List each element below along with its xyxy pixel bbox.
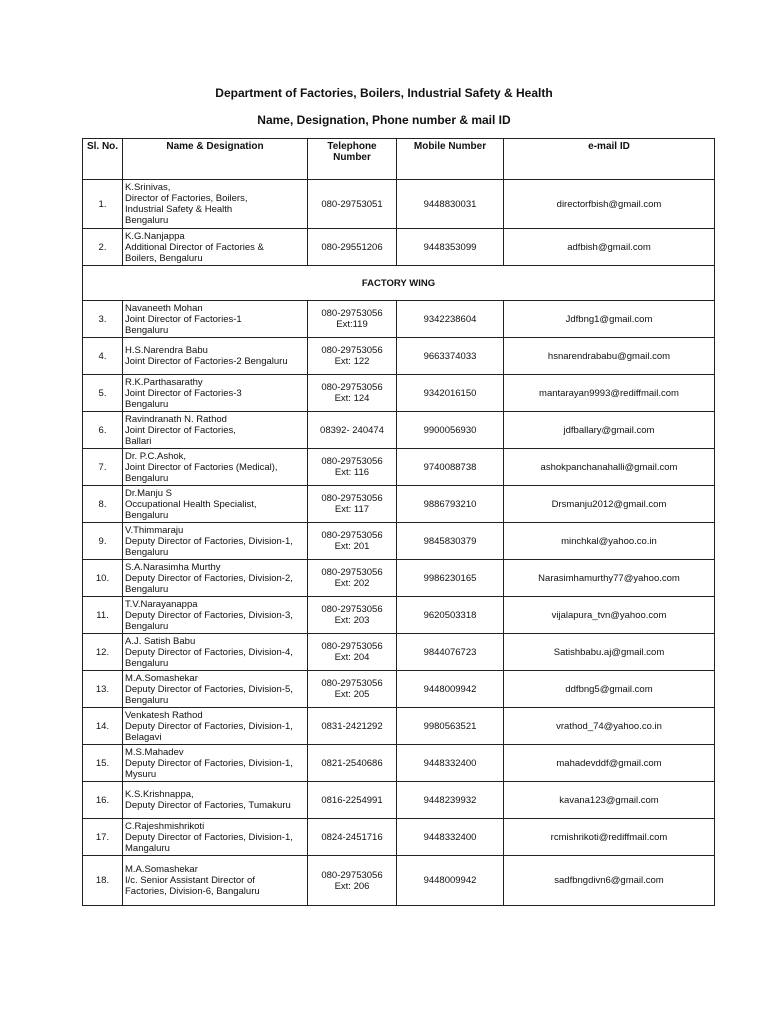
telephone-cell — [308, 449, 397, 486]
email-cell[interactable]: Drsmanju2012@gmail.com — [504, 486, 715, 523]
name-designation-cell — [123, 180, 308, 229]
email-cell[interactable]: mahadevddf@gmail.com — [504, 745, 715, 782]
name-designation-line: V.Thimmaraju — [125, 524, 184, 536]
name-designation-line: Bengaluru — [125, 398, 169, 410]
table-row — [83, 301, 715, 338]
email-cell[interactable]: ddfbng5@gmail.com — [504, 671, 715, 708]
table-row — [83, 180, 715, 229]
telephone-line: 080-29753056 — [321, 345, 383, 356]
table-row — [83, 486, 715, 523]
serial-number-cell: 3. — [83, 301, 123, 338]
name-designation-line: Ballari — [125, 435, 152, 447]
mobile-cell: 9844076723 — [397, 634, 504, 671]
name-designation-cell — [123, 375, 308, 412]
name-designation-line: Ravindranath N. Rathod — [125, 413, 227, 425]
email-cell[interactable]: adfbish@gmail.com — [504, 229, 715, 266]
name-designation-line: H.S.Narendra Babu — [125, 345, 208, 356]
telephone-cell — [308, 634, 397, 671]
name-designation-line: M.S.Mahadev — [125, 746, 184, 758]
name-designation-line: Deputy Director of Factories, Tumakuru — [125, 800, 291, 811]
serial-number-cell: 4. — [83, 338, 123, 375]
table-row — [83, 671, 715, 708]
name-designation-line: Bengaluru — [125, 694, 169, 706]
serial-number-cell: 14. — [83, 708, 123, 745]
telephone-line: Ext: 204 — [334, 652, 370, 663]
serial-number-cell: 10. — [83, 560, 123, 597]
name-designation-cell — [123, 229, 308, 266]
name-designation-line: Additional Director of Factories & — [125, 241, 264, 253]
telephone-line: 080-29753056 — [321, 530, 383, 541]
mobile-cell: 9342238604 — [397, 301, 504, 338]
name-designation-line: Boilers, Bengaluru — [125, 252, 203, 264]
email-cell[interactable]: Satishbabu.aj@gmail.com — [504, 634, 715, 671]
name-designation-line: Bengaluru — [125, 215, 169, 226]
table-row — [83, 708, 715, 745]
mobile-cell: 9845830379 — [397, 523, 504, 560]
telephone-line: 08392- 240474 — [320, 424, 384, 436]
mobile-cell: 9900056930 — [397, 412, 504, 449]
name-designation-line: M.A.Somashekar — [125, 672, 198, 684]
name-designation-line: Joint Director of Factories-3 — [125, 387, 242, 399]
table-header-row — [83, 139, 715, 180]
telephone-line: 080-29753056 — [321, 869, 383, 881]
telephone-line: Ext: 202 — [334, 578, 370, 589]
telephone-cell — [308, 523, 397, 560]
name-designation-cell — [123, 708, 308, 745]
telephone-cell — [308, 708, 397, 745]
header-telephone: Telephone Number — [308, 139, 397, 180]
name-designation-line: Bengaluru — [125, 583, 169, 595]
name-designation-line: Bengaluru — [125, 657, 169, 669]
name-designation-line: Joint Director of Factories (Medical), — [125, 461, 278, 473]
mobile-cell: 9886793210 — [397, 486, 504, 523]
email-cell[interactable]: vrathod_74@yahoo.co.in — [504, 708, 715, 745]
telephone-line: 0824-2451716 — [321, 831, 383, 843]
telephone-cell — [308, 486, 397, 523]
name-designation-cell — [123, 560, 308, 597]
name-designation-line: K.Srinivas, — [125, 182, 171, 193]
serial-number-cell: 2. — [83, 229, 123, 266]
name-designation-cell — [123, 449, 308, 486]
table-row — [83, 375, 715, 412]
telephone-line: Ext: 205 — [334, 689, 370, 700]
name-designation-line: Deputy Director of Factories, Division-3, — [125, 609, 293, 621]
table-row — [83, 523, 715, 560]
mobile-cell: 9980563521 — [397, 708, 504, 745]
name-designation-line: Joint Director of Factories-1 — [125, 313, 242, 325]
telephone-cell — [308, 229, 397, 266]
telephone-cell — [308, 560, 397, 597]
name-designation-line: Joint Director of Factories, — [125, 424, 236, 436]
telephone-line: 080-29753056 — [321, 604, 383, 615]
serial-number-cell: 13. — [83, 671, 123, 708]
serial-number-cell: 5. — [83, 375, 123, 412]
telephone-cell — [308, 671, 397, 708]
telephone-cell — [308, 338, 397, 375]
name-designation-cell — [123, 523, 308, 560]
serial-number-cell: 11. — [83, 597, 123, 634]
telephone-line: 080-29753056 — [321, 678, 383, 689]
telephone-cell — [308, 301, 397, 338]
section-label: FACTORY WING — [83, 266, 715, 301]
table-row — [83, 782, 715, 819]
serial-number-cell: 12. — [83, 634, 123, 671]
telephone-line: Ext: 201 — [334, 541, 370, 552]
table-row — [83, 819, 715, 856]
name-designation-line: Deputy Director of Factories, Division-1, — [125, 831, 293, 843]
telephone-line: Ext: 122 — [334, 356, 370, 367]
name-designation-line: S.A.Narasimha Murthy — [125, 561, 221, 573]
name-designation-cell — [123, 412, 308, 449]
serial-number-cell: 15. — [83, 745, 123, 782]
name-designation-cell — [123, 782, 308, 819]
telephone-cell — [308, 375, 397, 412]
serial-number-cell: 8. — [83, 486, 123, 523]
name-designation-cell — [123, 301, 308, 338]
telephone-line: Ext: 124 — [334, 393, 370, 404]
telephone-cell — [308, 856, 397, 906]
name-designation-line: Bengaluru — [125, 472, 169, 484]
telephone-line: 0821-2540686 — [321, 757, 383, 769]
header-mobile: Mobile Number — [397, 139, 504, 180]
name-designation-cell — [123, 486, 308, 523]
header-name-designation: Name & Designation — [123, 139, 308, 180]
telephone-line: Ext:119 — [336, 319, 368, 330]
mobile-cell: 9448830031 — [397, 180, 504, 229]
name-designation-line: A.J. Satish Babu — [125, 635, 196, 647]
telephone-line: Ext: 206 — [334, 880, 370, 892]
table-row — [83, 745, 715, 782]
mobile-cell: 9448009942 — [397, 671, 504, 708]
serial-number-cell: 9. — [83, 523, 123, 560]
telephone-line: 080-29753056 — [321, 382, 383, 393]
serial-number-cell: 16. — [83, 782, 123, 819]
name-designation-line: Bengaluru — [125, 509, 169, 521]
telephone-line: 080-29753056 — [321, 308, 383, 319]
name-designation-line: Deputy Director of Factories, Division-4, — [125, 646, 293, 658]
name-designation-line: K.G.Nanjappa — [125, 230, 185, 242]
table-row — [83, 412, 715, 449]
email-cell[interactable]: kavana123@gmail.com — [504, 782, 715, 819]
name-designation-line: Deputy Director of Factories, Division-5, — [125, 683, 293, 695]
telephone-line: 080-29753051 — [321, 198, 383, 210]
name-designation-cell — [123, 597, 308, 634]
mobile-cell: 9986230165 — [397, 560, 504, 597]
name-designation-cell — [123, 671, 308, 708]
table-row — [83, 338, 715, 375]
mobile-cell: 9448239932 — [397, 782, 504, 819]
telephone-cell — [308, 745, 397, 782]
email-cell[interactable]: mantarayan9993@rediffmail.com — [504, 375, 715, 412]
mobile-cell: 9448009942 — [397, 856, 504, 906]
name-designation-line: I/c. Senior Assistant Director of — [125, 875, 255, 886]
table-row — [83, 634, 715, 671]
name-designation-line: Dr.Manju S — [125, 487, 172, 499]
mobile-cell: 9342016150 — [397, 375, 504, 412]
email-cell[interactable]: vijalapura_tvn@yahoo.com — [504, 597, 715, 634]
name-designation-line: Mangaluru — [125, 842, 170, 854]
mobile-cell: 9448332400 — [397, 819, 504, 856]
serial-number-cell: 6. — [83, 412, 123, 449]
serial-number-cell: 1. — [83, 180, 123, 229]
name-designation-line: Venkatesh Rathod — [125, 709, 203, 721]
serial-number-cell: 7. — [83, 449, 123, 486]
telephone-cell — [308, 597, 397, 634]
document-title: Department of Factories, Boilers, Industrial Safety & Health — [215, 86, 553, 100]
name-designation-line: Joint Director of Factories-2 Bengaluru — [125, 356, 288, 367]
table-row — [83, 449, 715, 486]
name-designation-cell — [123, 745, 308, 782]
contacts-table — [82, 138, 715, 906]
telephone-cell — [308, 782, 397, 819]
name-designation-cell — [123, 634, 308, 671]
telephone-line: 080-29753056 — [321, 567, 383, 578]
email-cell[interactable]: minchkal@yahoo.co.in — [504, 523, 715, 560]
name-designation-line: Bengaluru — [125, 324, 169, 336]
mobile-cell: 9448353099 — [397, 229, 504, 266]
email-cell[interactable]: jdfballary@gmail.com — [504, 412, 715, 449]
name-designation-line: Occupational Health Specialist, — [125, 498, 257, 510]
mobile-cell: 9620503318 — [397, 597, 504, 634]
telephone-cell — [308, 412, 397, 449]
name-designation-line: Deputy Director of Factories, Division-2, — [125, 572, 293, 584]
name-designation-line: Dr. P.C.Ashok, — [125, 450, 187, 462]
serial-number-cell: 18. — [83, 856, 123, 906]
name-designation-line: Director of Factories, Boilers, — [125, 193, 248, 204]
telephone-line: Ext: 117 — [334, 504, 370, 515]
email-cell[interactable]: ashokpanchanahalli@gmail.com — [504, 449, 715, 486]
name-designation-cell — [123, 856, 308, 906]
name-designation-line: C.Rajeshmishrikoti — [125, 820, 205, 832]
header-email: e-mail ID — [504, 139, 715, 180]
telephone-line: 080-29753056 — [321, 493, 383, 504]
table-row — [83, 597, 715, 634]
name-designation-line: Industrial Safety & Health — [125, 204, 233, 215]
email-cell[interactable]: Narasimhamurthy77@yahoo.com — [504, 560, 715, 597]
email-cell[interactable]: sadfbngdivn6@gmail.com — [504, 856, 715, 906]
telephone-line: Ext: 116 — [334, 467, 370, 478]
name-designation-cell — [123, 338, 308, 375]
telephone-cell — [308, 819, 397, 856]
table-row — [83, 560, 715, 597]
name-designation-line: Deputy Director of Factories, Division-1, — [125, 535, 293, 547]
name-designation-cell — [123, 819, 308, 856]
name-designation-line: Bengaluru — [125, 620, 169, 632]
serial-number-cell: 17. — [83, 819, 123, 856]
name-designation-line: M.A.Somashekar — [125, 864, 198, 875]
document-subtitle: Name, Designation, Phone number & mail ID — [257, 113, 511, 127]
name-designation-line: Factories, Division-6, Bangaluru — [125, 886, 260, 897]
mobile-cell: 9663374033 — [397, 338, 504, 375]
telephone-line: 0831-2421292 — [321, 720, 383, 732]
name-designation-line: Deputy Director of Factories, Division-1, — [125, 757, 293, 769]
telephone-line: 080-29551206 — [321, 241, 383, 253]
email-cell[interactable]: Jdfbng1@gmail.com — [504, 301, 715, 338]
telephone-line: Ext: 203 — [334, 615, 370, 626]
name-designation-line: Bengaluru — [125, 546, 169, 558]
name-designation-line: Deputy Director of Factories, Division-1, — [125, 720, 293, 732]
telephone-line: 080-29753056 — [321, 456, 383, 467]
header-sl-no: Sl. No. — [83, 139, 123, 180]
name-designation-line: Belagavi — [125, 731, 162, 743]
name-designation-line: R.K.Parthasarathy — [125, 376, 203, 388]
section-row-factory-wing — [83, 266, 715, 301]
mobile-cell: 9740088738 — [397, 449, 504, 486]
name-designation-line: Navaneeth Mohan — [125, 302, 203, 314]
email-cell[interactable]: directorfbish@gmail.com — [504, 180, 715, 229]
table-row — [83, 856, 715, 906]
name-designation-line: T.V.Narayanappa — [125, 598, 198, 610]
mobile-cell: 9448332400 — [397, 745, 504, 782]
email-cell[interactable]: hsnarendrababu@gmail.com — [504, 338, 715, 375]
telephone-line: 080-29753056 — [321, 641, 383, 652]
email-cell[interactable]: rcmishrikoti@rediffmail.com — [504, 819, 715, 856]
telephone-cell — [308, 180, 397, 229]
table-row — [83, 229, 715, 266]
name-designation-line: Mysuru — [125, 768, 157, 780]
telephone-line: 0816-2254991 — [321, 794, 383, 806]
name-designation-line: K.S.Krishnappa, — [125, 789, 194, 800]
